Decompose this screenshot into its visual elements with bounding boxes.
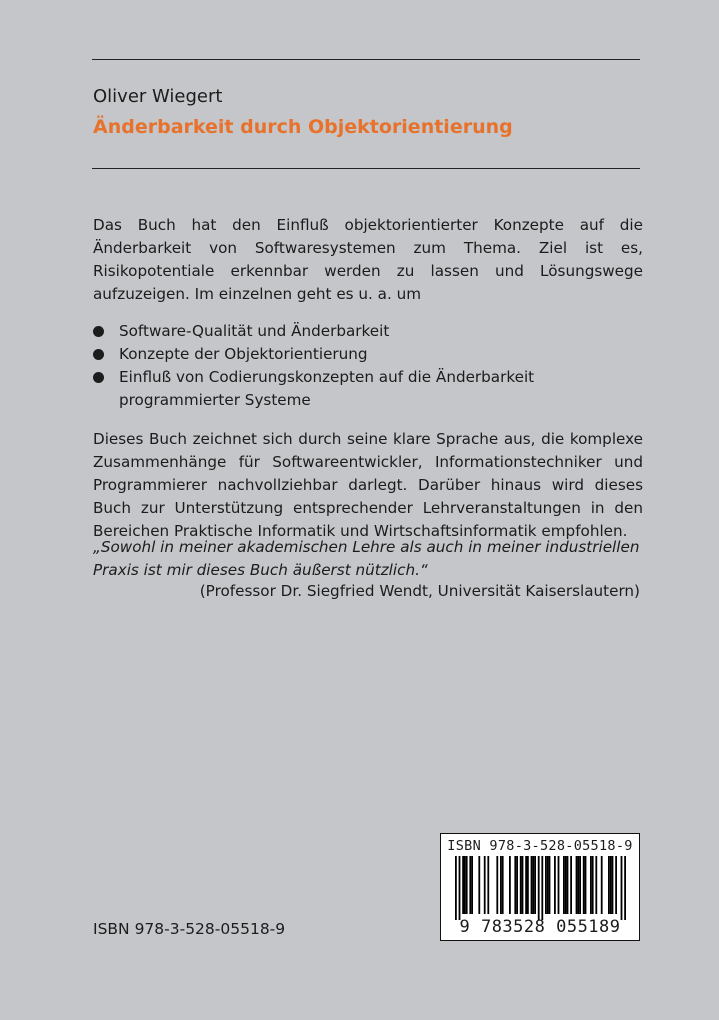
barcode-bar — [583, 856, 585, 914]
barcode-bar — [576, 856, 578, 914]
barcode-bar — [459, 856, 461, 920]
bullet-icon — [93, 349, 104, 360]
barcode-bar — [579, 856, 581, 914]
list-item-text: Einfluß von Codierungskonzepten auf die Änderbarkeit programmierter Systeme — [119, 368, 535, 409]
barcode-bar — [455, 856, 457, 920]
barcode-bar — [500, 856, 502, 914]
barcode-bar — [478, 856, 480, 914]
barcode-bar — [462, 856, 464, 914]
barcode-bar — [577, 856, 579, 914]
barcode-digits: 9 783528 055189 — [459, 917, 621, 937]
description-paragraph: Dieses Buch zeichnet sich durch seine klare Sprache aus, die komplexe Zusammenhänge für Softwareentwickler, Informationstechniker und Programmierer nachvollziehbar darlegt. Darüber hinaus wird dieses Buch zur Unterstützung entsprechender Lehrveranstaltungen in den Bereichen Praktische Informatik und Wirtschaftsinformatik empfohlen. — [93, 430, 643, 540]
barcode-bar — [531, 856, 533, 914]
barcode-bar — [615, 856, 617, 914]
list-item-text: Software-Qualität und Änderbarkeit — [119, 322, 390, 340]
quote-text: „Sowohl in meiner akademischen Lehre als auch in meiner industriellen Praxis ist mir dieses Buch äußerst nützlich.“ — [93, 538, 640, 579]
barcode-bar — [471, 856, 473, 914]
barcode-bar — [541, 856, 543, 920]
barcode-bar — [547, 856, 549, 914]
barcode-bar — [464, 856, 466, 914]
barcode-bar — [466, 856, 468, 914]
title-rule — [92, 168, 640, 169]
bullet-icon — [93, 326, 104, 337]
intro-paragraph: Das Buch hat den Einfluß objektorientierter Konzepte auf die Änderbarkeit von Softwaresystemen zum Thema. Ziel ist es, Risikopotentiale erkennbar werden zu lassen und Lösungswege aufzuzeigen. Im einzelnen geht es u. a. um — [93, 216, 643, 303]
barcode-bar — [509, 856, 511, 914]
barcode-bar — [520, 856, 522, 914]
barcode-bar — [538, 856, 540, 920]
author-name: Oliver Wiegert — [93, 86, 223, 107]
barcode-bar — [496, 856, 498, 914]
barcode-bar — [563, 856, 565, 914]
barcode-bar — [527, 856, 529, 914]
barcode — [440, 833, 640, 941]
barcode-bar — [545, 856, 547, 914]
topic-list — [93, 320, 653, 412]
barcode-bar — [608, 856, 610, 914]
isbn-text: ISBN 978-3-528-05518-9 — [93, 920, 286, 938]
barcode-bar — [484, 856, 486, 914]
bullet-icon — [93, 372, 104, 383]
barcode-bar — [601, 856, 603, 914]
book-title: Änderbarkeit durch Objektorientierung — [93, 116, 513, 138]
barcode-bar — [522, 856, 524, 914]
barcode-bar — [514, 856, 516, 914]
barcode-bar — [624, 856, 626, 920]
barcode-bar — [525, 856, 527, 914]
list-item-text: Konzepte der Objektorientierung — [119, 345, 368, 363]
list-item — [93, 366, 653, 412]
barcode-isbn-label: ISBN 978-3-528-05518-9 — [447, 838, 633, 854]
barcode-bar — [590, 856, 592, 914]
barcode-bar — [612, 856, 614, 914]
barcode-bar — [565, 856, 567, 914]
list-item — [93, 343, 653, 366]
barcode-bar — [532, 856, 534, 914]
barcode-bar — [567, 856, 569, 914]
barcode-bar — [502, 856, 504, 914]
barcode-bar — [534, 856, 536, 914]
top-rule — [92, 59, 640, 60]
barcode-bar — [516, 856, 518, 914]
barcode-bar — [595, 856, 597, 914]
barcode-bar — [621, 856, 623, 920]
barcode-bar — [487, 856, 489, 914]
list-item — [93, 320, 653, 343]
barcode-bar — [585, 856, 587, 914]
barcode-bar — [558, 856, 560, 914]
barcode-bar — [549, 856, 551, 914]
barcode-bar — [554, 856, 556, 914]
barcode-bar — [592, 856, 594, 914]
quote-attribution: (Professor Dr. Siegfried Wendt, Universität Kaiserslautern) — [199, 582, 640, 600]
barcode-bar — [570, 856, 572, 914]
barcode-bar — [610, 856, 612, 914]
barcode-bar — [469, 856, 471, 914]
